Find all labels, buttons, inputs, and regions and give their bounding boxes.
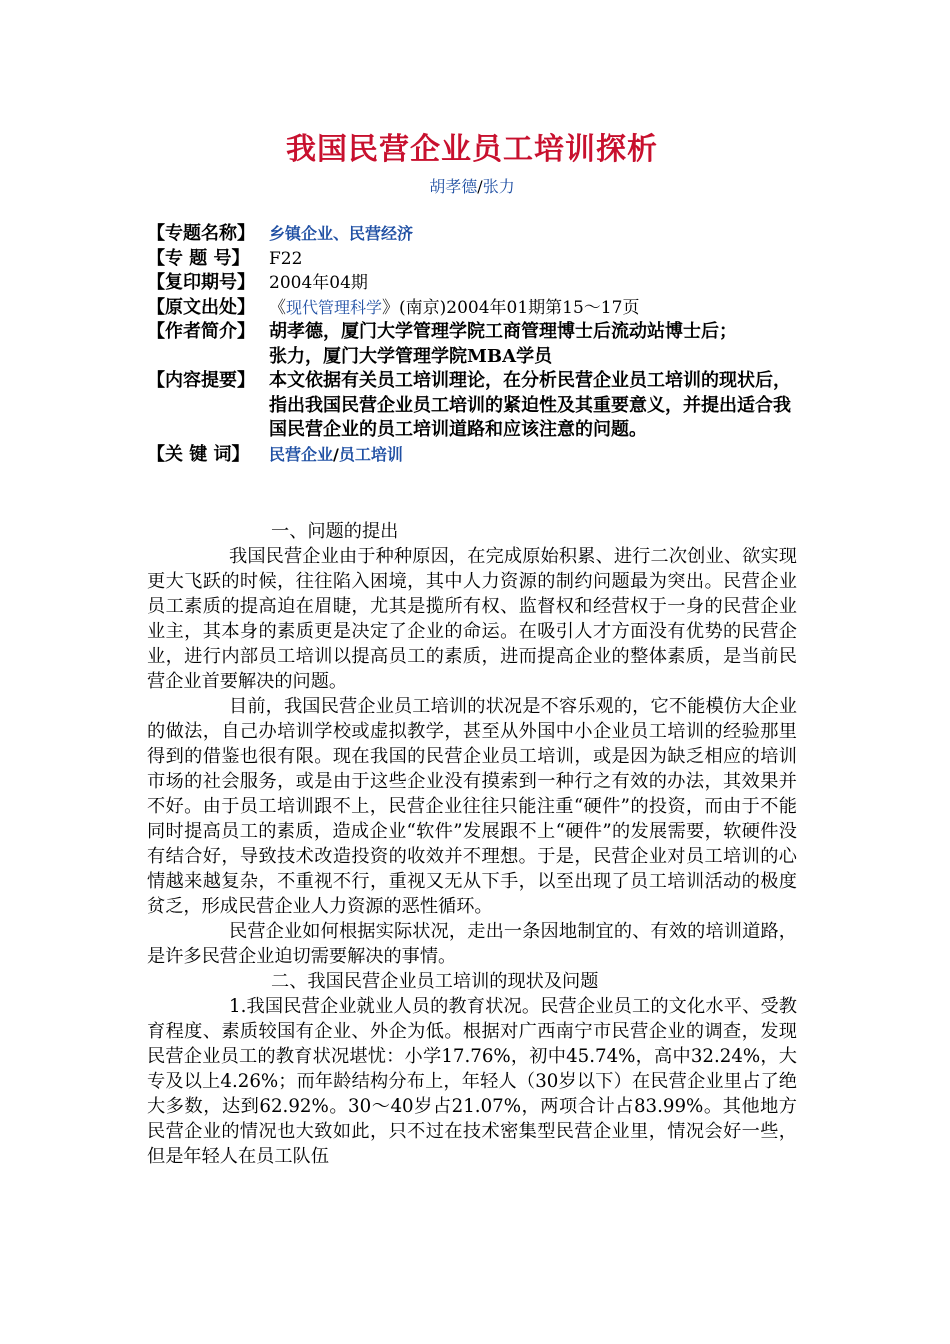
meta-author-row [147, 320, 797, 369]
meta-code-row [147, 247, 797, 272]
keyword-link-2[interactable]: 员工培训 [338, 444, 403, 464]
keyword-separator: / [333, 444, 339, 464]
meta-topic-label: 【专题名称】 [147, 223, 255, 244]
meta-author-label: 【作者简介】 [147, 321, 255, 342]
article-body [147, 519, 797, 1169]
meta-keywords-label: 【关 键 词】 [147, 443, 250, 465]
meta-code-value: F22 [269, 248, 303, 269]
article-metadata [147, 222, 797, 467]
meta-author-value [269, 320, 797, 369]
article-title: 我国民营企业员工培训探析 [286, 132, 658, 167]
keyword-link-1[interactable]: 民营企业 [269, 444, 334, 464]
document-page [147, 128, 797, 1169]
author-link-1[interactable]: 胡孝德 [429, 177, 478, 196]
meta-abstract-label: 【内容提要】 [147, 370, 255, 391]
meta-source-label: 【原文出处】 [147, 296, 255, 318]
meta-keywords-row [147, 443, 797, 468]
author-bio-1: 胡孝德，厦门大学管理学院工商管理博士后流动站博士后； [269, 321, 737, 342]
meta-topic-row [147, 222, 797, 247]
meta-keywords-value [269, 443, 797, 468]
meta-code-label: 【专 题 号】 [147, 247, 250, 269]
source-details: 》(南京)2004年01期第15～17页 [382, 297, 640, 318]
source-open-bracket: 《 [269, 297, 286, 318]
author-separator: / [477, 177, 483, 196]
author-bio-2: 张力，厦门大学管理学院MBA学员 [269, 345, 553, 367]
body-paragraph-4: 1.我国民营企业就业人员的教育状况。民营企业员工的文化水平、受教育程度、素质较国有企业、外企为低。根据对广西南宁市民营企业的调查，发现民营企业员工的教育状况堪忧：小学17.76%，初中45.74%，高中32.24%，大专及以上4.26%；而年龄结构分布上，年轻人（30岁以下）在民营企业里占了绝大多数，达到62.92%。30～40岁占21.07%，两项合计占83.99%。其他地方民营企业的情况也大致如此，只不过在技术密集型民营企业里，情况会好一些，但是年轻人在员工队伍 [147, 996, 797, 1167]
body-paragraph-3: 民营企业如何根据实际状况，走出一条因地制宜的、有效的培训道路，是许多民营企业迫切需要解决的事情。 [147, 921, 797, 967]
body-paragraph-1: 我国民营企业由于种种原因，在完成原始积累、进行二次创业、欲实现更大飞跃的时候，往往陷入困境，其中人力资源的制约问题最为突出。民营企业员工素质的提高迫在眉睫，尤其是揽所有权、监督权和经营权于一身的民营企业业主，其本身的素质更是决定了企业的命运。在吸引人才方面没有优势的民营企业，进行内部员工培训以提高员工的素质，进而提高企业的整体素质，是当前民营企业首要解决的问题。 [147, 546, 797, 692]
section-heading-2: 二、我国民营企业员工培训的现状及问题 [271, 971, 599, 992]
article-authors [147, 176, 797, 198]
section-heading-1: 一、问题的提出 [271, 521, 399, 542]
meta-issue-label: 【复印期号】 [147, 272, 255, 293]
source-journal-link[interactable]: 现代管理科学 [286, 297, 383, 317]
meta-source-value [269, 296, 797, 321]
body-paragraph-2: 目前，我国民营企业员工培训的状况是不容乐观的，它不能模仿大企业的做法，自己办培训学校或虚拟教学，甚至从外国中小企业员工培训的经验那里得到的借鉴也很有限。现在我国的民营企业员工培训，或是因为缺乏相应的培训市场的社会服务，或是由于这些企业没有摸索到一种行之有效的办法，其效果并不好。由于员工培训跟不上，民营企业往往只能注重“硬件”的投资，而由于不能同时提高员工的素质，造成企业“软件”发展跟不上“硬件”的发展需要，软硬件没有结合好，导致技术改造投资的收效并不理想。于是，民营企业对员工培训的心情越来越复杂，不重视不行，重视又无从下手，以至出现了员工培训活动的极度贫乏，形成民营企业人力资源的恶性循环。 [147, 696, 797, 917]
meta-issue-value: 2004年04期 [269, 273, 368, 293]
meta-abstract-row [147, 369, 797, 443]
meta-abstract-value: 本文依据有关员工培训理论，在分析民营企业员工培训的现状后，指出我国民营企业员工培训的紧迫性及其重要意义，并提出适合我国民营企业的员工培训道路和应该注意的问题。 [269, 370, 791, 440]
topic-link[interactable]: 乡镇企业、民营经济 [269, 224, 414, 243]
author-link-2[interactable]: 张力 [482, 177, 515, 196]
meta-source-row [147, 296, 797, 321]
meta-issue-row [147, 271, 797, 296]
